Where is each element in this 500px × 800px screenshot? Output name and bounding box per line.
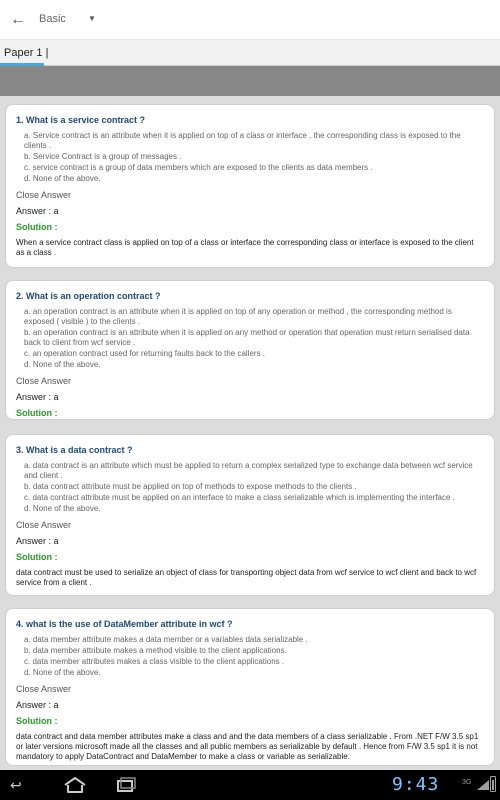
header-gray-band xyxy=(0,66,500,96)
close-answer-link[interactable]: Close Answer xyxy=(16,520,72,530)
signal-icon xyxy=(476,778,490,790)
question-title: 3. What is a data contract ? xyxy=(16,445,133,455)
battery-icon xyxy=(490,776,496,792)
solution-label: Solution : xyxy=(16,222,58,232)
answer-text: Answer : a xyxy=(16,700,59,710)
option-item[interactable]: b. data contract attribute must be applied on top of methods to expose methods to the clients . xyxy=(24,482,357,491)
option-item[interactable]: b. an operation contract is an attribute when it is applied on any method or operation that operation must return serialised data back to client from wcf service . xyxy=(24,328,470,347)
option-item[interactable]: b. Service Contract is a group of messages . xyxy=(24,152,182,161)
nav-back-icon[interactable]: ↩ xyxy=(10,777,22,793)
solution-text: When a service contract class is applied on top of a class or interface the corresponding class or interface is exposed to the client as a class . xyxy=(16,238,474,257)
solution-label: Solution : xyxy=(16,552,58,562)
tab-label: Paper 1 xyxy=(4,47,43,59)
options-list xyxy=(24,131,484,184)
options-list xyxy=(24,461,484,514)
option-item[interactable]: d. None of the above. xyxy=(24,504,101,513)
question-card xyxy=(5,280,495,420)
options-list xyxy=(24,307,484,370)
option-item[interactable]: d. None of the above. xyxy=(24,668,101,677)
answer-text: Answer : a xyxy=(16,536,59,546)
tab-paper-1[interactable] xyxy=(4,47,48,59)
question-card xyxy=(5,104,495,268)
tab-cursor: | xyxy=(45,47,49,59)
solution-label: Solution : xyxy=(16,408,58,418)
option-item[interactable]: a. Service contract is an attribute when it is applied on top of a class or interface , the corresponding class is exposed to the clients . xyxy=(24,131,461,150)
option-item[interactable]: a. an operation contract is an attribute when it is applied on top of any operation or method , the corresponding method is exposed ( visible ) to the clients . xyxy=(24,307,452,326)
answer-text: Answer : a xyxy=(16,392,59,402)
questions-list[interactable] xyxy=(0,96,500,770)
close-answer-link[interactable]: Close Answer xyxy=(16,190,72,200)
back-arrow-icon[interactable]: ← xyxy=(10,11,26,28)
option-item[interactable]: d. None of the above. xyxy=(24,174,101,183)
system-nav-bar xyxy=(0,770,500,800)
question-card xyxy=(5,608,495,766)
option-item[interactable]: a. data member attribute makes a data member or a variables data serializable . xyxy=(24,635,308,644)
close-answer-link[interactable]: Close Answer xyxy=(16,684,72,694)
battery-fill xyxy=(492,780,494,790)
options-list xyxy=(24,635,484,678)
option-item[interactable]: c. an operation contract used for returning faults back to the callers . xyxy=(24,349,266,358)
option-item[interactable]: d. None of the above. xyxy=(24,360,101,369)
option-item[interactable]: c. service contract is a group of data members which are exposed to the clients as data members . xyxy=(24,163,373,172)
question-card xyxy=(5,434,495,596)
solution-text: data contract must be used to serialize an object of class for transporting object data from wcf service to wcf client and back to wcf service from a client . xyxy=(16,568,477,587)
solution-text: data contract and data member attributes make a class and and the data members of a class serializable . From .NET F/W 3.5 sp1 or later versions microsoft made all the classes and all public members as serializable by default . Hence from F/W 3.5 sp1 it is not mandatory to apply DataContract and DataMember to make a class or variable as serializable. xyxy=(16,732,479,761)
close-answer-link[interactable]: Close Answer xyxy=(16,376,72,386)
question-title: 2. What is an operation contract ? xyxy=(16,291,161,301)
option-item[interactable]: c. data member attributes makes a class visible to the client applications . xyxy=(24,657,285,666)
tab-bar xyxy=(0,40,500,66)
option-item[interactable]: c. data contract attribute must be applied on an interface to make a class serializable which is implementing the interface . xyxy=(24,493,455,502)
status-clock: 9:43 xyxy=(392,774,440,795)
dropdown-triangle-icon[interactable]: ▼ xyxy=(88,14,96,23)
recent-apps-icon[interactable] xyxy=(112,776,138,794)
answer-text: Answer : a xyxy=(16,206,59,216)
action-bar xyxy=(0,0,500,40)
network-type: 3G xyxy=(462,779,472,786)
app-title[interactable]: Basic xyxy=(39,13,66,25)
option-item[interactable]: a. data contract is an attribute which must be applied to return a complex serialized type to exchange data between wcf service and client . xyxy=(24,461,473,480)
home-icon[interactable] xyxy=(62,776,88,794)
question-title: 4. what is the use of DataMember attribute in wcf ? xyxy=(16,619,233,629)
question-title: 1. What is a service contract ? xyxy=(16,115,146,125)
solution-label: Solution : xyxy=(16,716,58,726)
option-item[interactable]: b. data member attribute makes a method visible to the client applications. xyxy=(24,646,287,655)
